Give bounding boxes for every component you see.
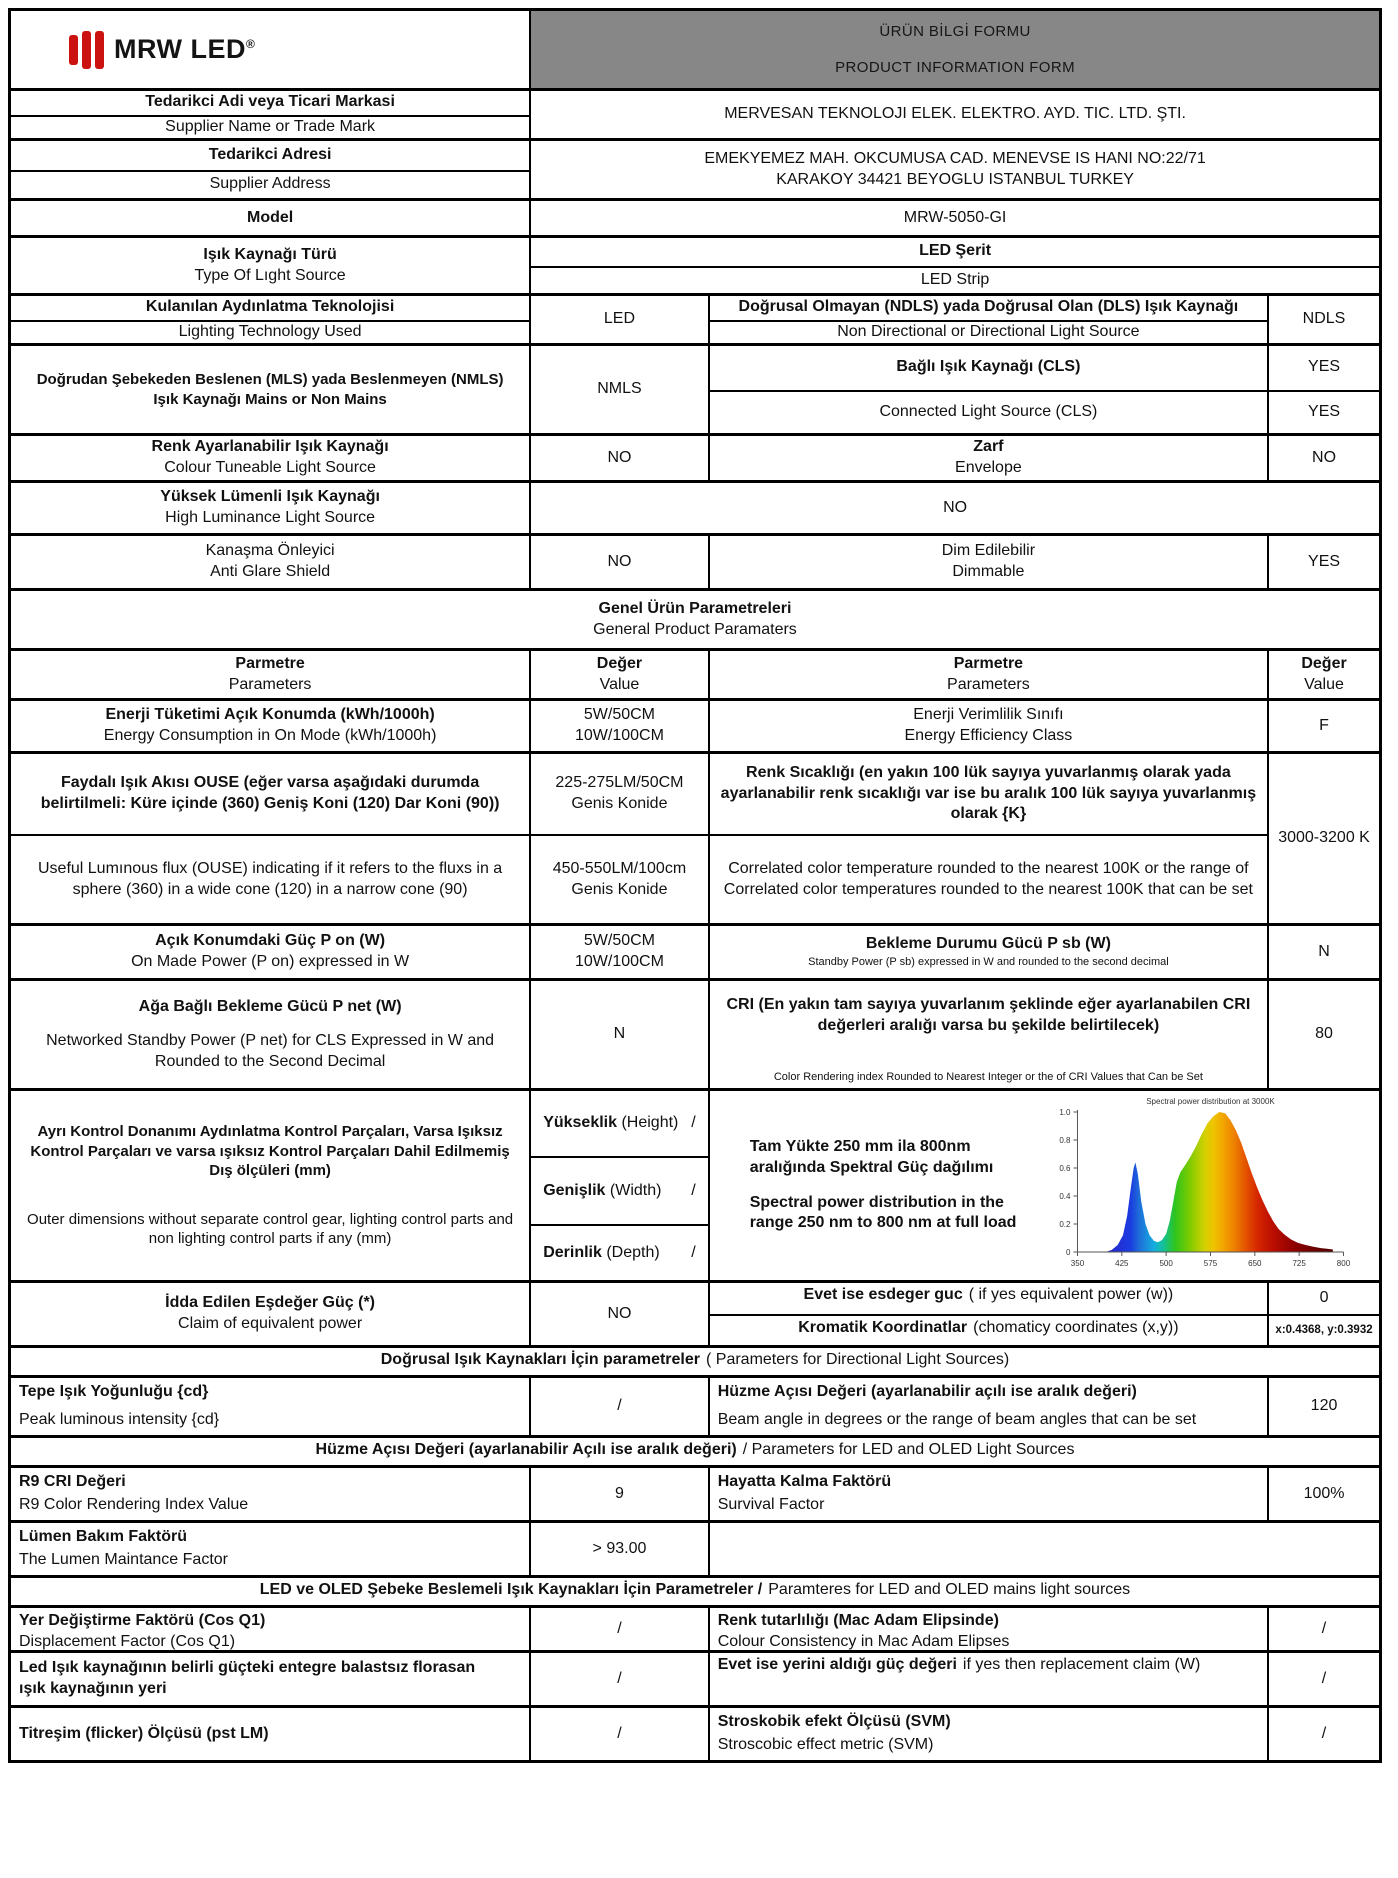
on-mode-power-label-tr: Açık Konumdaki Güç P on (W) [155,932,386,950]
cls-value-en: YES [1267,390,1379,434]
lumen-maintenance-label-tr: Lümen Bakım Faktörü [19,1528,188,1545]
colour-tuneable-label-tr: Renk Ayarlanabilir Işık Kaynağı [151,438,389,456]
directional-header-en: ( Parameters for Directional Light Sources) [706,1351,1010,1368]
standby-power-value: N [1267,926,1379,978]
high-luminance-label-en: High Luminance Light Source [165,509,376,526]
high-luminance-value: NO [529,483,1379,533]
survival-factor-value: 100% [1267,1468,1379,1520]
form-title-tr: ÜRÜN BİLGİ FORMU [879,23,1031,40]
chromaticity-label-tr: Kromatik Koordinatlar [798,1319,968,1336]
led-oled-mains-header-tr: LED ve OLED Şebeke Beslemeli Işık Kaynakları İçin Parametreler / [259,1581,763,1598]
svg-text:575: 575 [1203,1259,1218,1268]
networked-standby-label-tr: Ağa Bağlı Bekleme Gücü P net (W) [138,997,402,1015]
cri-label [708,981,1267,1088]
networked-standby-label [11,981,529,1088]
anti-glare-label [11,536,529,588]
survival-factor-label-tr: Hayatta Kalma Faktörü [717,1473,892,1490]
light-source-type-label [11,238,529,293]
if-yes-power-label-en: ( if yes equivalent power (w)) [968,1286,1174,1303]
displacement-label-en: Displacement Factor (Cos Q1) [19,1632,236,1650]
supplier-address-value [529,141,1379,198]
registered-trademark-icon: ® [246,36,256,51]
mains-label [11,346,529,433]
displacement-value: / [529,1608,708,1650]
energy-consumption-row [11,698,1379,751]
supplier-address-line2: KARAKOY 34421 BEYOGLU ISTANBUL TURKEY [776,170,1134,188]
svg-text:1.0: 1.0 [1059,1108,1071,1117]
led-oled-mains-header-text [11,1578,1379,1605]
form-title-cell [529,11,1379,88]
networked-standby-row [11,978,1379,1088]
spd-chart-title: Spectral power distribution at 3000K [1146,1097,1275,1106]
dimmable-label [708,536,1267,588]
param-header-left-tr: Parmetre [235,654,305,672]
if-yes-power-value: 0 [1267,1283,1379,1314]
anti-glare-row [11,533,1379,588]
supplier-name-row [11,88,1379,138]
svg-text:500: 500 [1159,1259,1173,1268]
colour-temp-value: 3000-3200 K [1267,754,1379,923]
svg-text:650: 650 [1248,1259,1262,1268]
energy-consumption-label-tr: Enerji Tüketimi Açık Konumda (kWh/1000h) [105,706,435,724]
width-label-tr: Genişlik [543,1181,606,1199]
logo-bars-icon [69,31,104,69]
cri-value: 80 [1267,981,1379,1088]
energy-consumption-value-2: 10W/100CM [574,727,664,744]
height-field [529,1091,708,1156]
height-label-en: (Height) [621,1114,679,1132]
on-mode-power-value-2: 10W/100CM [574,953,664,970]
supplier-address-row [11,138,1379,198]
equivalent-power-label-tr: İdda Edilen Eşdeğer Güç (*) [165,1294,375,1312]
flicker-value: / [529,1708,708,1760]
r9-label-en: R9 Color Rendering Index Value [19,1496,249,1514]
depth-value: / [691,1243,696,1261]
lumen-maintenance-label-en: The Lumen Maintance Factor [19,1551,228,1569]
beam-angle-label-tr: Hüzme Açısı Değeri (ayarlanabilir açılı ise aralık değeri) [717,1383,1137,1400]
width-field [529,1156,708,1224]
value-header-right [1267,651,1379,698]
flicker-row [11,1705,1379,1760]
lumen-maintenance-label [11,1523,529,1575]
dimensions-row [11,1088,1379,1280]
dimensions-label-tr: Ayrı Kontrol Donanımı Aydınlatma Kontrol Parçaları, Varsa Işıksız Kontrol Parçaları ve varsa ışıksız Kontrol Parçaları Dahil Edilmemiş Dış ölçüleri (mm) [30,1123,510,1180]
cls-label-tr: Bağlı Işık Kaynağı (CLS) [708,346,1267,390]
dimensions-label [11,1091,529,1280]
mains-row [11,343,1379,433]
general-parameters-header-tr: Genel Ürün Parametreleri [598,599,792,617]
general-parameters-header [11,588,1379,648]
mains-value: NMLS [529,346,708,433]
luminous-flux-value-100 [529,834,708,923]
colour-consistency-label-en: Colour Consistency in Mac Adam Elipses [717,1632,1010,1650]
beam-angle-label [708,1378,1267,1435]
dimmable-label-en: Dimmable [952,563,1025,580]
height-label-tr: Yükseklik [543,1114,618,1132]
model-value: MRW-5050-GI [529,201,1379,235]
form-title-en: PRODUCT INFORMATION FORM [835,58,1076,76]
spd-y-axis-ticks [1059,1108,1077,1257]
light-source-type-row [11,235,1379,293]
peak-intensity-value: / [529,1378,708,1435]
dimmable-label-tr: Dim Edilebilir [941,542,1036,560]
param-header-left [11,651,529,698]
beam-angle-header-text [11,1438,1379,1465]
colour-tuneable-label [11,436,529,480]
high-luminance-row [11,480,1379,533]
luminous-flux-value-50 [529,754,708,834]
beam-angle-label-en: Beam angle in degrees or the range of beam angles that can be set [717,1411,1197,1429]
luminous-flux-label-tr: Faydalı Işık Akısı OUSE (eğer varsa aşağıdaki durumda belirtilmeli: Küre içinde (360) Geniş Koni (120) Dar Koni (90)) [40,774,500,812]
replacement-claim-label [708,1653,1267,1705]
on-mode-power-value-1: 5W/50CM [583,932,655,950]
colour-consistency-value: / [1267,1608,1379,1650]
depth-field [529,1224,708,1280]
spd-description-tr: Tam Yükte 250 mm ila 800nm aralığında Spektral Güç dağılımı [749,1137,994,1176]
lumen-maintenance-empty [708,1523,1379,1575]
param-header-left-en: Parameters [228,675,312,693]
general-parameters-header-text [11,591,1379,648]
header-band [11,11,1379,88]
colour-tuneable-row [11,433,1379,480]
cls-value-tr: YES [1267,346,1379,390]
if-yes-power-label [708,1283,1267,1314]
value-header-left-en: Value [599,675,640,693]
networked-standby-label-en: Networked Standby Power (P net) for CLS Expressed in W and Rounded to the Second Decimal [46,1031,495,1070]
lighting-technology-value: LED [529,296,708,343]
replacement-label [11,1653,529,1705]
lumen-maintenance-row [11,1520,1379,1575]
cls-label-en: Connected Light Source (CLS) [708,390,1267,434]
svg-text:0.6: 0.6 [1059,1164,1071,1173]
standby-power-note: Standby Power (P sb) expressed in W and rounded to the second decimal [808,956,1169,969]
spd-description-en: Spectral power distribution in the range 250 nm to 800 nm at full load [749,1193,1017,1232]
equivalent-power-label-en: Claim of equivalent power [178,1315,363,1332]
colour-consistency-label [708,1608,1267,1650]
spd-cell [708,1091,1379,1280]
envelope-label-en: Envelope [955,459,1022,476]
value-header-right-en: Value [1304,675,1344,693]
envelope-label-tr: Zarf [973,438,1004,456]
anti-glare-label-en: Anti Glare Shield [210,563,331,580]
standby-power-label [708,926,1267,978]
if-yes-power-label-tr: Evet ise esdeger guc [803,1286,963,1303]
replacement-row [11,1650,1379,1705]
dimmable-value: YES [1267,536,1379,588]
ndls-dls-value: NDLS [1267,296,1379,343]
svg-text:800: 800 [1336,1259,1351,1268]
energy-consumption-label-en: Energy Consumption in On Mode (kWh/1000h) [103,727,437,744]
colour-tuneable-label-en: Colour Tuneable Light Source [164,459,376,476]
light-source-type-label-tr: Işık Kaynağı Türü [203,245,337,263]
supplier-address-label-tr: Tedarikci Adresi [208,145,332,163]
luminous-flux-label-en: Useful Lumınous flux (OUSE) indicating if it refers to the fluxs in a sphere (360) in a wide cone (120) in a narrow cone (90) [11,834,529,923]
displacement-label [11,1608,529,1650]
equivalent-power-value: NO [529,1283,708,1345]
directional-header-text [11,1348,1379,1375]
model-label: Model [246,208,294,226]
value-header-left-tr: Değer [596,654,643,672]
anti-glare-value: NO [529,536,708,588]
param-header-right [708,651,1267,698]
colour-consistency-label-tr: Renk tutarlılığı (Mac Adam Elipsinde) [717,1612,999,1629]
energy-consumption-value [529,701,708,751]
beam-angle-header-en: / Parameters for LED and OLED Light Sources [742,1441,1075,1458]
colour-tuneable-value: NO [529,436,708,480]
led-oled-mains-header-en: Paramteres for LED and OLED mains light sources [768,1581,1131,1598]
spd-description [750,1137,1032,1234]
param-header-right-tr: Parmetre [953,654,1024,672]
stroboscopic-label [708,1708,1267,1760]
on-mode-power-label [11,926,529,978]
efficiency-class-label-en: Energy Efficiency Class [904,727,1073,744]
beam-angle-header [11,1435,1379,1465]
ndls-dls-label-tr: Doğrusal Olmayan (NDLS) yada Doğrusal Olan (DLS) Işık Kaynağı [708,296,1267,320]
supplier-name-label-en: Supplier Name or Trade Mark [11,115,529,139]
mrw-led-logo [69,31,255,69]
r9-label [11,1468,529,1520]
column-headers-row [11,648,1379,698]
ndls-dls-label-en: Non Directional or Directional Light Source [708,320,1267,344]
svg-text:0.2: 0.2 [1059,1220,1071,1229]
survival-factor-label-en: Survival Factor [717,1496,825,1514]
light-source-type-value-tr: LED Şerit [529,238,1379,266]
replacement-claim-label-en: if yes then replacement claim (W) [962,1656,1201,1673]
luminous-flux-value-100-cone: Genis Konide [571,880,668,898]
r9-row [11,1465,1379,1520]
param-header-right-en: Parameters [947,675,1030,693]
mains-label-tr2: Işık Kaynağı Mains or Non Mains [153,390,387,408]
lumen-maintenance-value: > 93.00 [529,1523,708,1575]
replacement-label-tr1: Led Işık kaynağının belirli güçteki entegre balastsız florasan [19,1659,476,1677]
spd-chart [1032,1094,1369,1277]
supplier-address-label-en: Supplier Address [11,170,529,199]
replacement-label-tr2: ışık kaynağının yeri [19,1680,167,1697]
light-source-type-label-en: Type Of Lıght Source [194,266,346,284]
r9-label-tr: R9 CRI Değeri [19,1473,126,1490]
envelope-value: NO [1267,436,1379,480]
efficiency-class-label [708,701,1267,751]
depth-label-en: (Depth) [606,1243,660,1261]
r9-value: 9 [529,1468,708,1520]
lighting-technology-label-en: Lighting Technology Used [11,320,529,344]
peak-intensity-label [11,1378,529,1435]
displacement-row [11,1605,1379,1650]
high-luminance-label [11,483,529,533]
directional-header-tr: Doğrusal Işık Kaynakları İçin parametreler [380,1351,700,1368]
lighting-technology-row [11,293,1379,343]
on-mode-power-row [11,923,1379,978]
chromaticity-label [708,1314,1267,1345]
on-mode-power-label-en: On Made Power (P on) expressed in W [131,953,410,970]
width-label-en: (Width) [609,1181,662,1199]
chromaticity-value: x:0.4368, y:0.3932 [1267,1314,1379,1345]
spd-x-axis-ticks [1071,1252,1351,1268]
networked-standby-value: N [529,981,708,1088]
energy-consumption-value-1: 5W/50CM [583,706,655,724]
lighting-technology-label-tr: Kulanılan Aydınlatma Teknolojisi [145,298,395,316]
colour-temp-label-en: Correlated color temperature rounded to the nearest 100K or the range of Correlated color temperatures rounded to the nearest 100K that can be set [708,834,1267,923]
svg-text:0.4: 0.4 [1059,1192,1071,1201]
model-row [11,198,1379,235]
energy-consumption-label [11,701,529,751]
svg-text:0: 0 [1066,1248,1071,1257]
luminous-flux-row [11,751,1379,923]
cri-note: Color Rendering index Rounded to Nearest Integer or the of CRI Values that Can be Set [773,1070,1203,1083]
survival-factor-label [708,1468,1267,1520]
form-table [8,8,1382,1763]
light-source-type-value-en: LED Strip [529,266,1379,294]
peak-intensity-label-tr: Tepe Işık Yoğunluğu {cd} [19,1383,209,1400]
supplier-address-line1: EMEKYEMEZ MAH. OKCUMUSA CAD. MENEVSE IS HANI NO:22/71 [704,149,1206,167]
value-header-left [529,651,708,698]
mains-label-tr1: Doğrudan Şebekeden Beslenen (MLS) yada Beslenmeyen (NMLS) [36,371,504,388]
stroboscopic-label-en: Stroscobic effect metric (SVM) [717,1736,934,1754]
efficiency-class-label-tr: Enerji Verimlilik Sınıfı [913,706,1064,724]
depth-label-tr: Derinlik [543,1243,602,1261]
replacement-claim-label-tr: Evet ise yerini aldığı güç değeri [717,1656,957,1673]
luminous-flux-value-50-lm: 225-275LM/50CM [555,774,684,792]
luminous-flux-value-50-cone: Genis Konide [571,795,668,812]
led-oled-mains-header [11,1575,1379,1605]
dimensions-label-en: Outer dimensions without separate control gear, lighting control parts and non lighting control parts if any (mm) [27,1210,514,1248]
svg-text:350: 350 [1070,1259,1085,1268]
replacement-claim-value: / [1267,1653,1379,1705]
svg-text:725: 725 [1292,1259,1306,1268]
spd-curve [1106,1112,1333,1252]
beam-angle-value: 120 [1267,1378,1379,1435]
value-header-right-tr: Değer [1301,654,1347,672]
stroboscopic-value: / [1267,1708,1379,1760]
colour-temp-label-tr: Renk Sıcaklığı (en yakın 100 lük sayıya yuvarlanmış olarak yada ayarlanabilir renk sıcaklığı var ise bu aralık 100 lük sayıya yuvarlanmış olarak {K} [708,754,1267,834]
on-mode-power-value [529,926,708,978]
supplier-name-label-tr: Tedarikci Adi veya Ticari Markasi [145,93,395,111]
svg-text:425: 425 [1115,1259,1129,1268]
replacement-value: / [529,1653,708,1705]
equivalent-power-row [11,1280,1379,1345]
beam-angle-header-tr: Hüzme Açısı Değeri (ayarlanabilir Açılı ise aralık değeri) [315,1441,737,1458]
equivalent-power-label [11,1283,529,1345]
envelope-label [708,436,1267,480]
luminous-flux-value-100-lm: 450-550LM/100cm [552,859,687,877]
general-parameters-header-en: General Product Paramaters [593,620,797,638]
cri-label-tr: CRI (En yakın tam sayıya yuvarlanım şeklinde eğer ayarlanabilen CRI değerleri aralığı varsa bu şekilde belirtilecek) [726,996,1251,1034]
supplier-name-value: MERVESAN TEKNOLOJI ELEK. ELEKTRO. AYD. TIC. LTD. ŞTI. [529,91,1379,138]
anti-glare-label-tr: Kanaşma Önleyici [205,542,335,560]
chromaticity-label-en: (chomaticy coordinates (x,y)) [973,1319,1179,1336]
flicker-label: Titreşim (flicker) Ölçüsü (pst LM) [19,1724,269,1742]
svg-text:0.8: 0.8 [1059,1136,1071,1145]
logo-brand-text: MRW LED® [114,33,256,64]
directional-header [11,1345,1379,1375]
efficiency-class-value: F [1267,701,1379,751]
stroboscopic-label-tr: Stroskobik efekt Ölçüsü (SVM) [717,1713,951,1730]
peak-intensity-label-en: Peak luminous intensity {cd} [19,1411,220,1429]
logo-cell [11,11,529,88]
standby-power-label-tr: Bekleme Durumu Gücü P sb (W) [865,935,1111,953]
height-value: / [691,1114,696,1132]
width-value: / [691,1181,696,1199]
displacement-label-tr: Yer Değiştirme Faktörü (Cos Q1) [19,1612,266,1629]
peak-intensity-row [11,1375,1379,1435]
high-luminance-label-tr: Yüksek Lümenli Işık Kaynağı [160,488,380,506]
